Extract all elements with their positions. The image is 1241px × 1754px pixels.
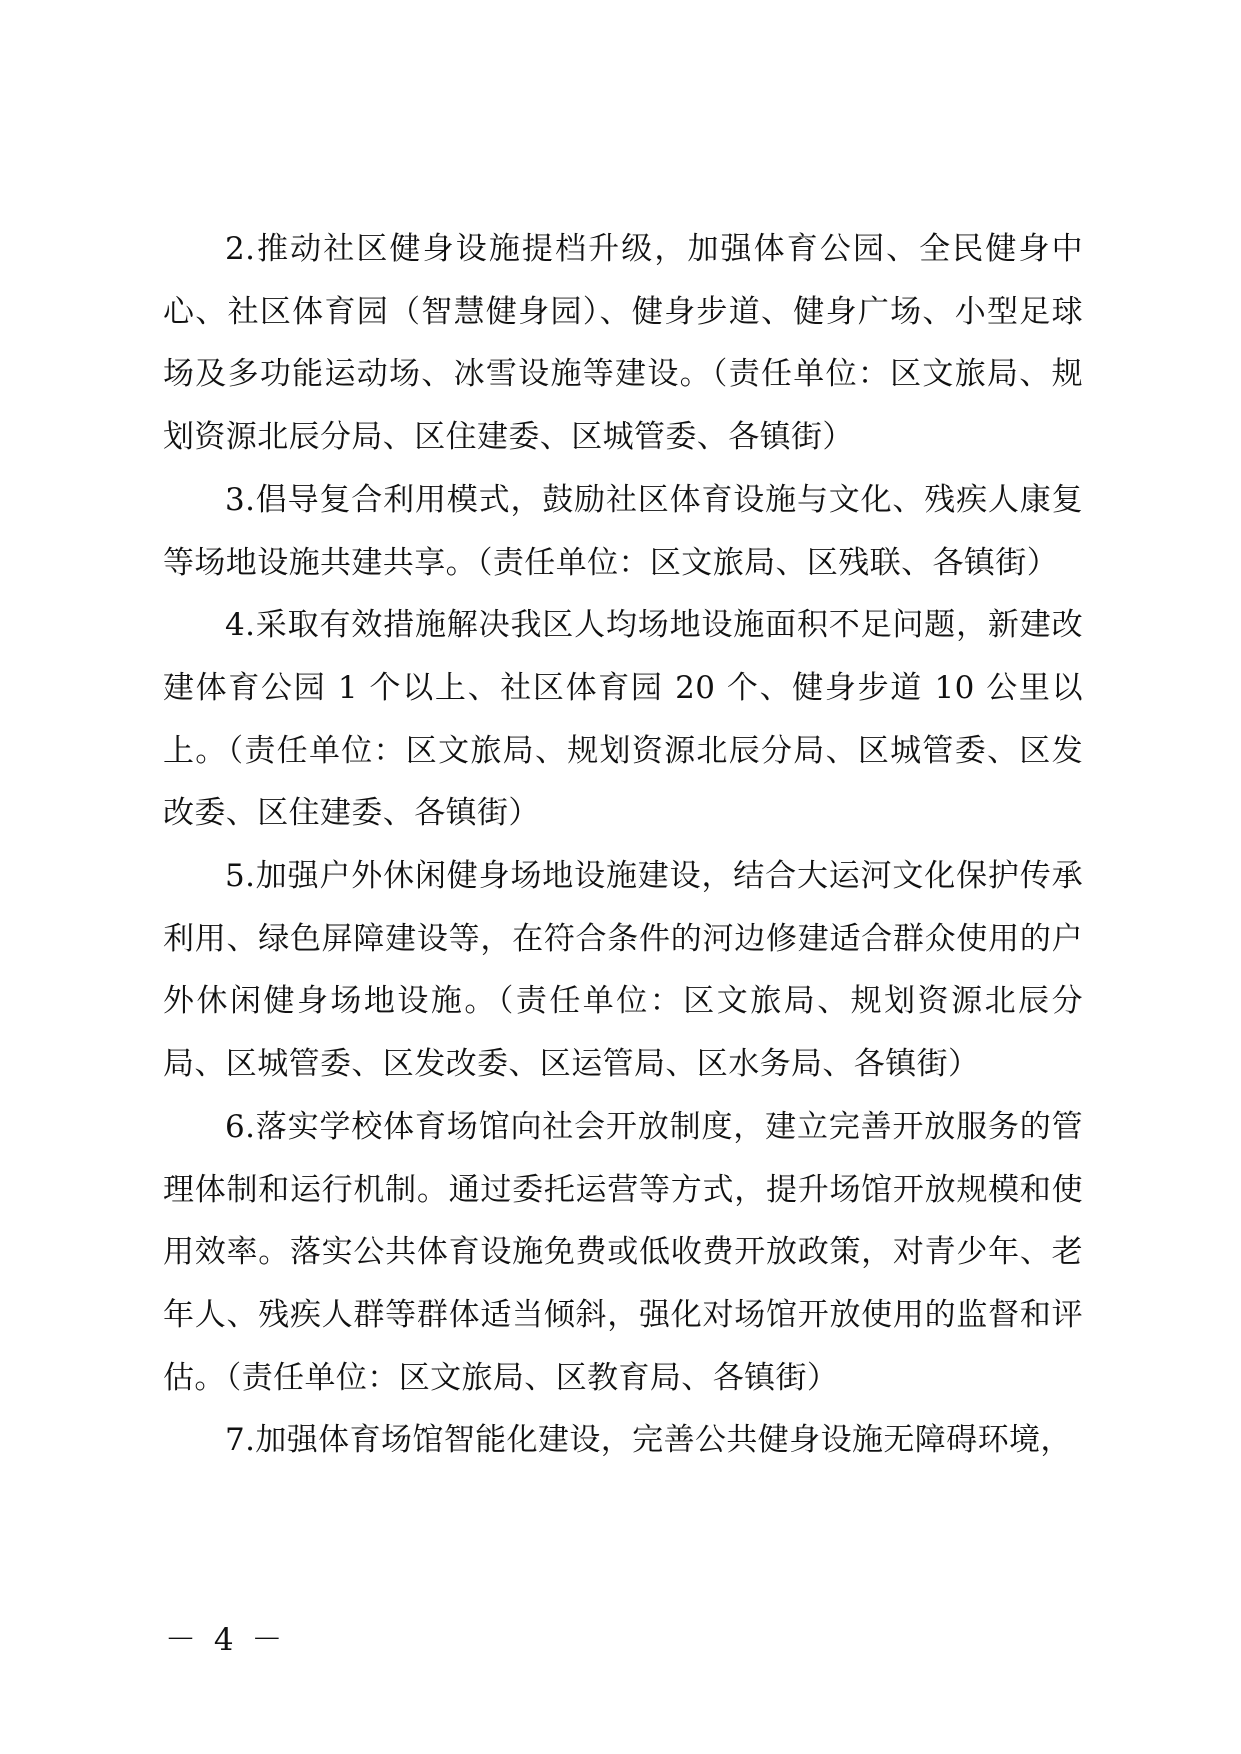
paragraph-item-4: 4.采取有效措施解决我区人均场地设施面积不足问题，新建改建体育公园 1 个以上、社区体育园 20 个、健身步道 10 公里以上。（责任单位：区文旅局、规划资源北辰分局、区城管委、区发改委、区住建委、各镇街） [163, 607, 1083, 832]
paragraph-item-2: 2.推动社区健身设施提档升级，加强体育公园、全民健身中心、社区体育园（智慧健身园）、健身步道、健身广场、小型足球场及多功能运动场、冰雪设施等建设。（责任单位：区文旅局、规划资源北辰分局、区住建委、区城管委、各镇街） [163, 231, 1083, 456]
paragraph-item-6: 6.落实学校体育场馆向社会开放制度，建立完善开放服务的管理体制和运行机制。通过委托运营等方式，提升场馆开放规模和使用效率。落实公共体育设施免费或低收费开放政策，对青少年、老年人、残疾人群等群体适当倾斜，强化对场馆开放使用的监督和评估。（责任单位：区文旅局、区教育局、各镇街） [163, 1108, 1083, 1396]
page-number: － 4 － [165, 1622, 287, 1658]
paragraph-item-5: 5.加强户外休闲健身场地设施建设，结合大运河文化保护传承利用、绿色屏障建设等，在符合条件的河边修建适合群众使用的户外休闲健身场地设施。（责任单位：区文旅局、规划资源北辰分局、区城管委、区发改委、区运管局、区水务局、各镇街） [163, 858, 1083, 1083]
document-body [163, 218, 1083, 1472]
paragraph-item-3: 3.倡导复合利用模式，鼓励社区体育设施与文化、残疾人康复等场地设施共建共享。（责任单位：区文旅局、区残联、各镇街） [163, 481, 1083, 581]
paragraph-item-7: 7.加强体育场馆智能化建设，完善公共健身设施无障碍环境， [225, 1422, 1072, 1459]
